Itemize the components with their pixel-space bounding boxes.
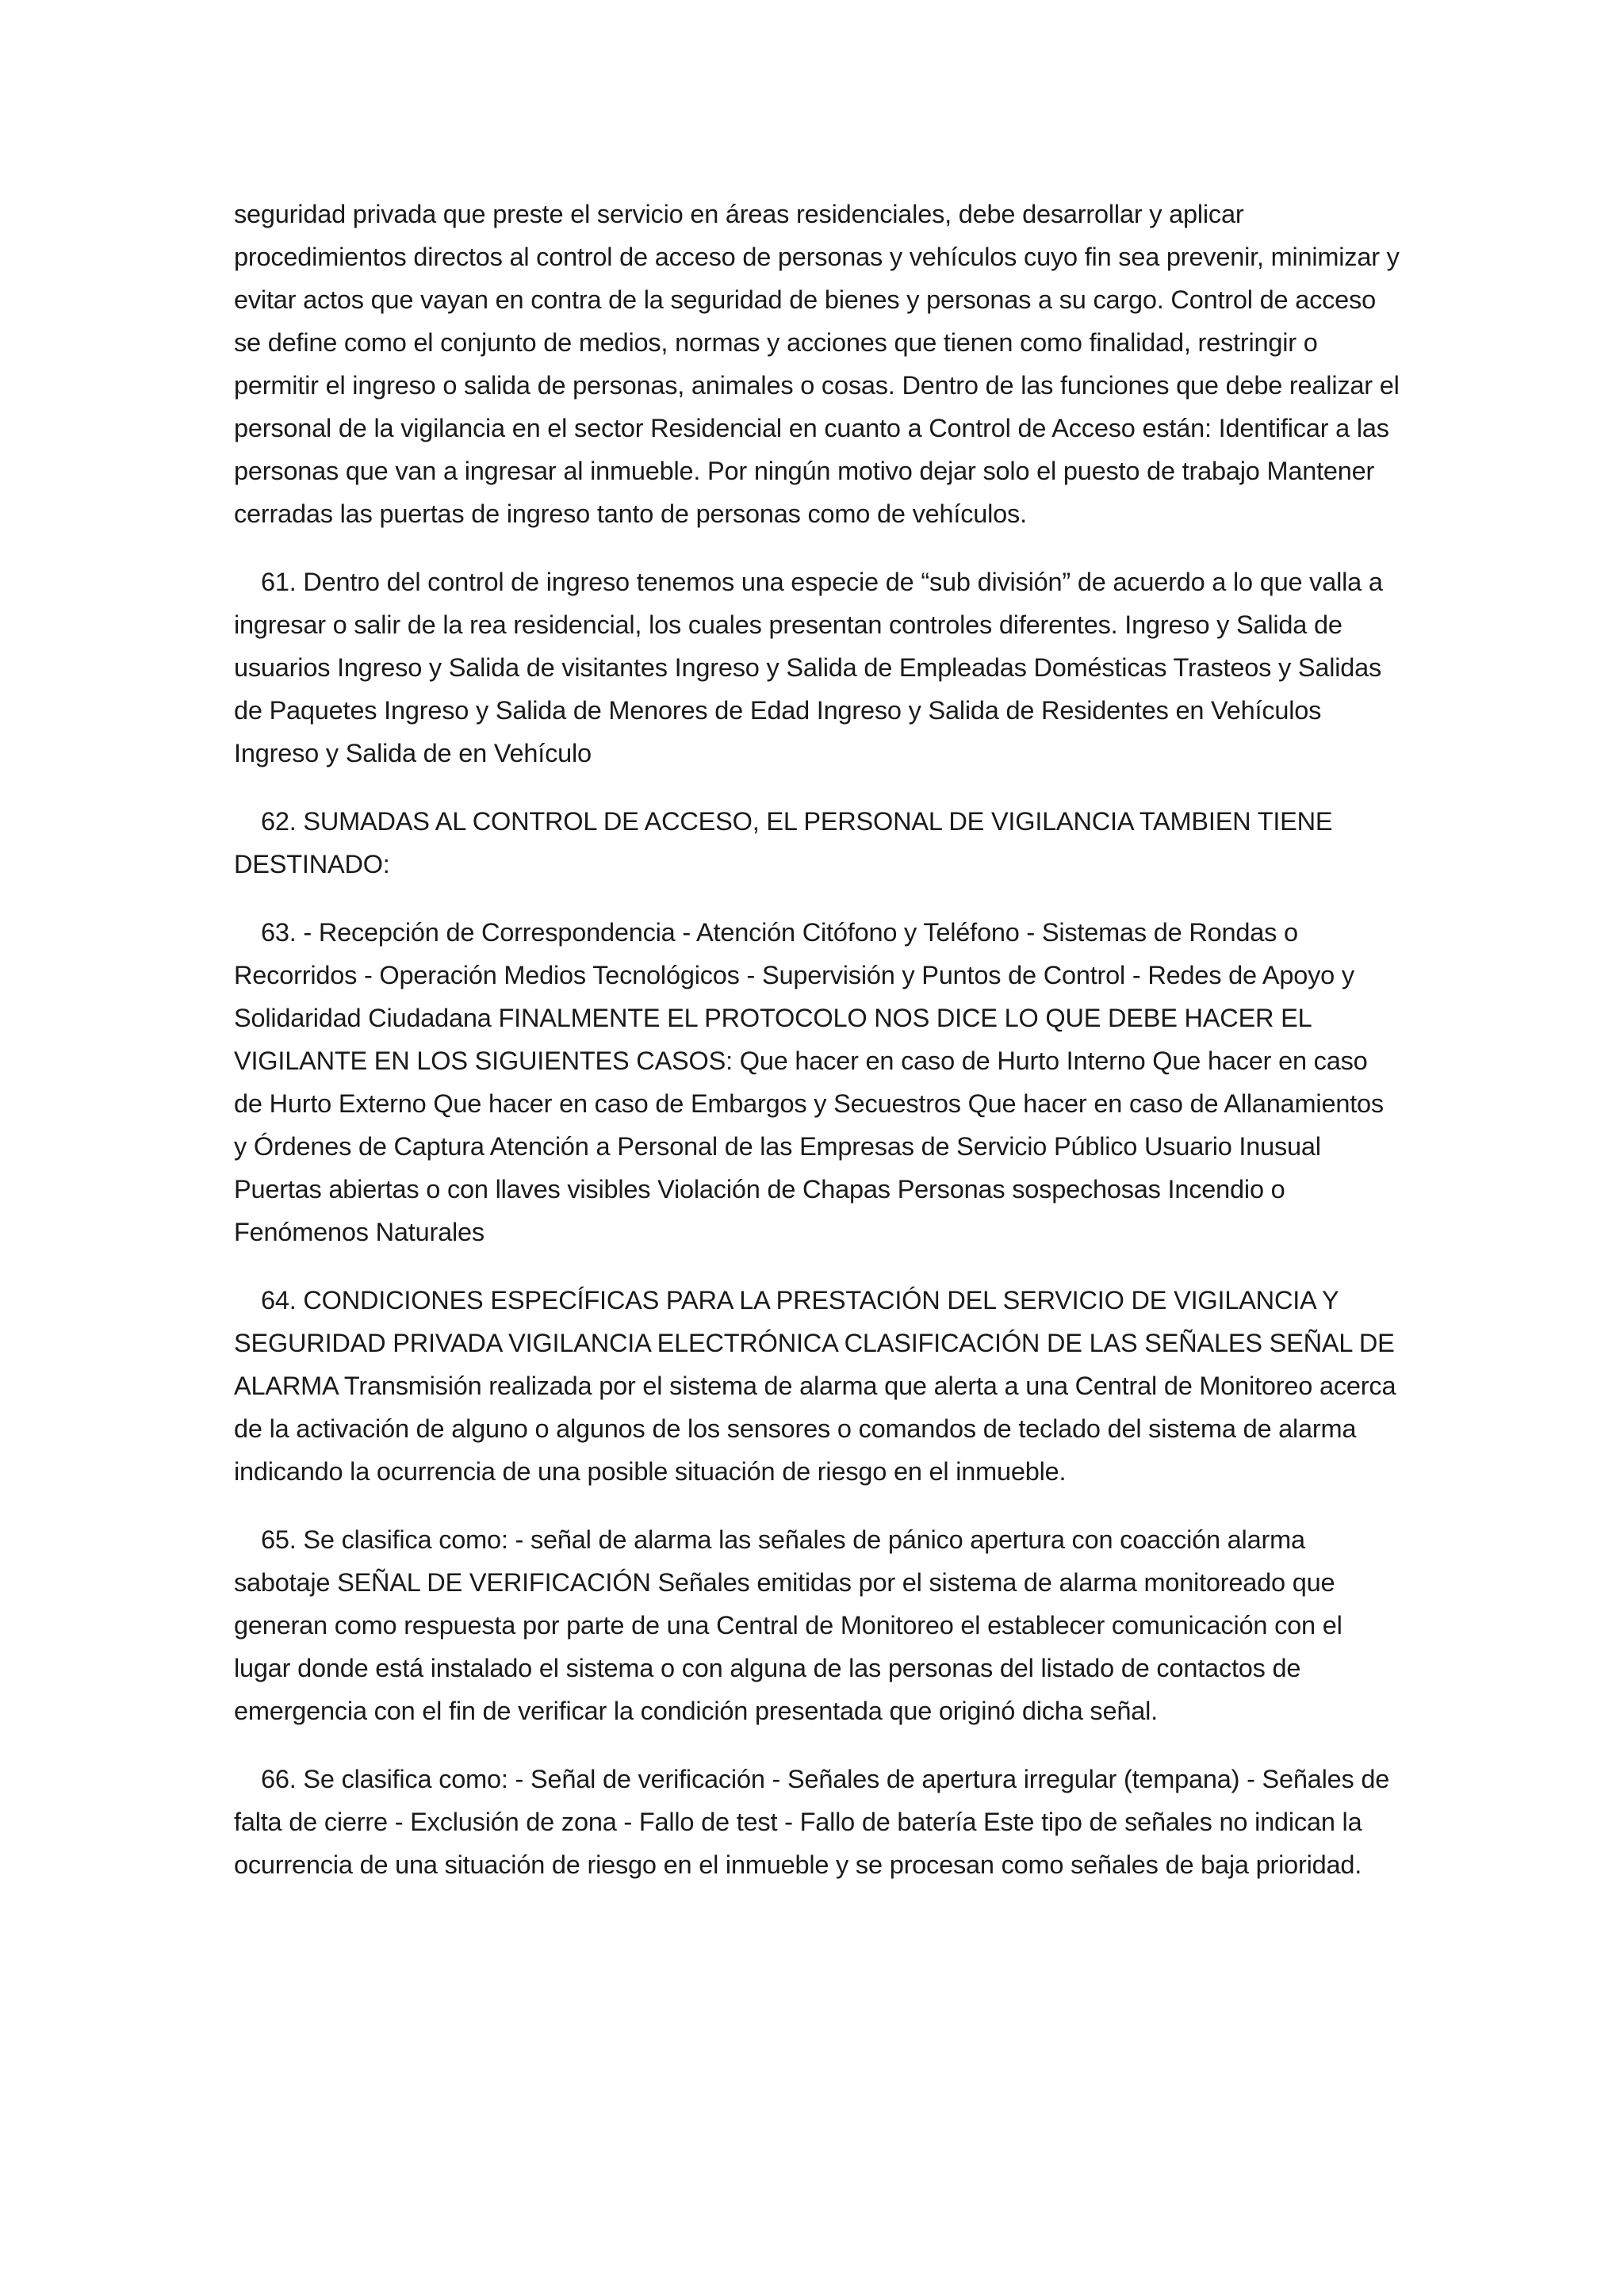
paragraph-62: 62. SUMADAS AL CONTROL DE ACCESO, EL PERSONAL DE VIGILANCIA TAMBIEN TIENE DESTINADO: [234,807,1333,878]
paragraph-66: 66. Se clasifica como: - Señal de verificación - Señales de apertura irregular (tempana) - Señales de falta de cierre - Exclusión de zona - Fallo de test - Fallo de batería Este tipo de señales no indican la ocurrencia de una situación de riesgo en el inmueble y se procesan como señales de baja prioridad. [234,1765,1390,1879]
paragraph-63: 63. - Recepción de Correspondencia - Atención Citófono y Teléfono - Sistemas de Rondas o Recorridos - Operación Medios Tecnológicos - Supervisión y Puntos de Control - Redes de Apoyo y Solidaridad Ciudadana FINALMENTE EL PROTOCOLO NOS DICE LO QUE DEBE HACER EL VIGILANTE EN LOS SIGUIENTES CASOS: Que hacer en caso de Hurto Interno Que hacer en caso de Hurto Externo Que hacer en caso de Embargos y Secuestros Que hacer en caso de Allanamientos y Órdenes de Captura Atención a Personal de las Empresas de Servicio Público Usuario Inusual Puertas abiertas o con llaves visibles Violación de Chapas Personas sospechosas Incendio o Fenómenos Naturales [234,918,1384,1246]
paragraph-64: 64. CONDICIONES ESPECÍFICAS PARA LA PRESTACIÓN DEL SERVICIO DE VIGILANCIA Y SEGURIDAD PRIVADA VIGILANCIA ELECTRÓNICA CLASIFICACIÓN DE LAS SEÑALES SEÑAL DE ALARMA Transmisión realizada por el sistema de alarma que alerta a una Central de Monitoreo acerca de la activación de alguno o algunos de los sensores o comandos de teclado del sistema de alarma indicando la ocurrencia de una posible situación de riesgo en el inmueble. [234,1286,1396,1486]
paragraph-65: 65. Se clasifica como: - señal de alarma las señales de pánico apertura con coacción alarma sabotaje SEÑAL DE VERIFICACIÓN Señales emitidas por el sistema de alarma monitoreado que generan como respuesta por parte de una Central de Monitoreo el establecer comunicación con el lugar donde está instalado el sistema o con alguna de las personas del listado de contactos de emergencia con el fin de verificar la condición presentada que originó dicha señal. [234,1525,1342,1725]
paragraph-intro: seguridad privada que preste el servicio en áreas residenciales, debe desarrollar y aplicar procedimientos directos al control de acceso de personas y vehículos cuyo fin sea prevenir, minimizar y evitar actos que vayan en contra de la seguridad de bienes y personas a su cargo. Control de acceso se define como el conjunto de medios, normas y acciones que tienen como finalidad, restringir o permitir el ingreso o salida de personas, animales o cosas. Dentro de las funciones que debe realizar el personal de la vigilancia en el sector Residencial en cuanto a Control de Acceso están: Identificar a las personas que van a ingresar al inmueble. Por ningún motivo dejar solo el puesto de trabajo Mantener cerradas las puertas de ingreso tanto de personas como de vehículos. [234,200,1400,528]
paragraph-61: 61. Dentro del control de ingreso tenemos una especie de “sub división” de acuerdo a lo que valla a ingresar o salir de la rea residencial, los cuales presentan controles diferentes. Ingreso y Salida de usuarios Ingreso y Salida de visitantes Ingreso y Salida de Empleadas Domésticas Trasteos y Salidas de Paquetes Ingreso y Salida de Menores de Edad Ingreso y Salida de Residentes en Vehículos Ingreso y Salida de en Vehículo [234,568,1383,767]
document-body [234,193,1400,1911]
